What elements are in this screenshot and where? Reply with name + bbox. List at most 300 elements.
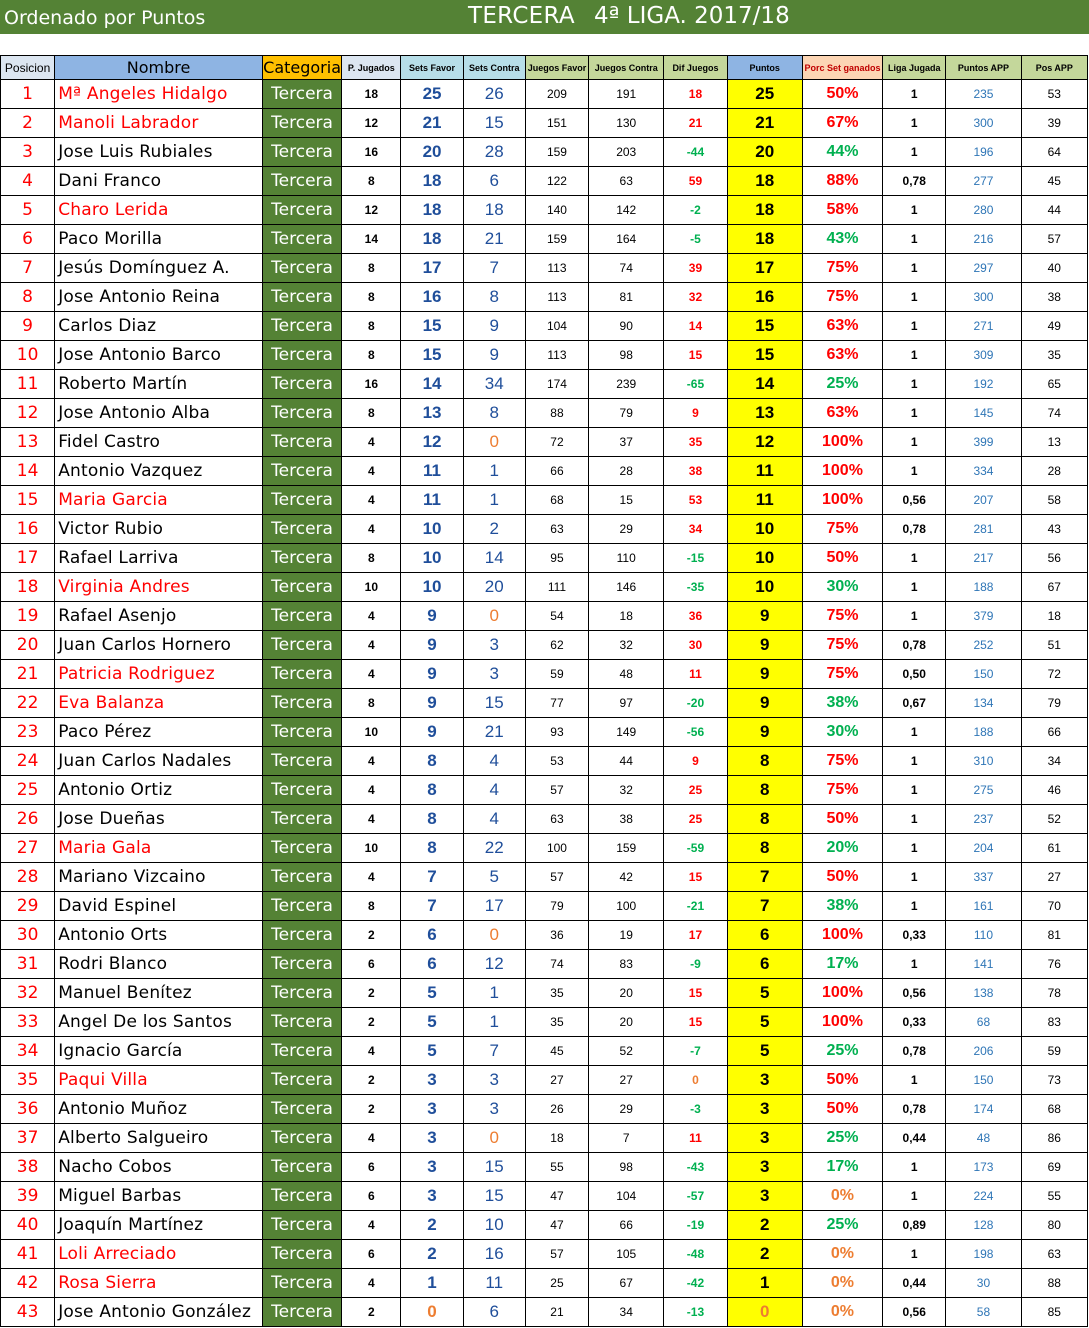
- set-percent-cell[interactable]: 67%: [802, 109, 882, 138]
- position-cell[interactable]: 41: [1, 1240, 55, 1269]
- games-contra-cell[interactable]: 159: [589, 834, 664, 863]
- games-favor-cell[interactable]: 27: [525, 1066, 588, 1095]
- app-points-cell[interactable]: 334: [946, 457, 1021, 486]
- position-cell[interactable]: 2: [1, 109, 55, 138]
- app-points-cell[interactable]: 134: [946, 689, 1021, 718]
- games-diff-cell[interactable]: -56: [664, 718, 727, 747]
- games-favor-cell[interactable]: 159: [525, 138, 588, 167]
- app-points-cell[interactable]: 297: [946, 254, 1021, 283]
- points-cell[interactable]: 6: [727, 921, 802, 950]
- games-contra-cell[interactable]: 20: [589, 1008, 664, 1037]
- games-favor-cell[interactable]: 66: [525, 457, 588, 486]
- category-cell[interactable]: Tercera: [262, 399, 341, 428]
- points-cell[interactable]: 3: [727, 1095, 802, 1124]
- games-favor-cell[interactable]: 18: [525, 1124, 588, 1153]
- table-row[interactable]: [1, 1240, 1088, 1269]
- table-row[interactable]: [1, 979, 1088, 1008]
- points-cell[interactable]: 3: [727, 1153, 802, 1182]
- points-cell[interactable]: 6: [727, 950, 802, 979]
- played-cell[interactable]: 4: [342, 1211, 401, 1240]
- games-favor-cell[interactable]: 57: [525, 776, 588, 805]
- category-cell[interactable]: Tercera: [262, 1153, 341, 1182]
- played-cell[interactable]: 4: [342, 1124, 401, 1153]
- app-position-cell[interactable]: 53: [1021, 80, 1087, 109]
- games-diff-cell[interactable]: -3: [664, 1095, 727, 1124]
- name-cell[interactable]: Jose Antonio Reina: [55, 283, 263, 312]
- table-row[interactable]: [1, 457, 1088, 486]
- games-diff-cell[interactable]: 15: [664, 1008, 727, 1037]
- points-cell[interactable]: 8: [727, 776, 802, 805]
- played-cell[interactable]: 4: [342, 660, 401, 689]
- games-diff-cell[interactable]: 9: [664, 747, 727, 776]
- table-row[interactable]: [1, 747, 1088, 776]
- games-diff-cell[interactable]: 30: [664, 631, 727, 660]
- played-cell[interactable]: 6: [342, 1240, 401, 1269]
- played-cell[interactable]: 8: [342, 544, 401, 573]
- games-diff-cell[interactable]: 36: [664, 602, 727, 631]
- points-cell[interactable]: 15: [727, 341, 802, 370]
- position-cell[interactable]: 17: [1, 544, 55, 573]
- app-points-cell[interactable]: 310: [946, 747, 1021, 776]
- name-cell[interactable]: Manuel Benítez: [55, 979, 263, 1008]
- col-header-pos-app[interactable]: Pos APP: [1021, 56, 1087, 80]
- set-percent-cell[interactable]: 50%: [802, 805, 882, 834]
- set-percent-cell[interactable]: 88%: [802, 167, 882, 196]
- table-row[interactable]: [1, 863, 1088, 892]
- app-position-cell[interactable]: 85: [1021, 1298, 1087, 1327]
- points-cell[interactable]: 25: [727, 80, 802, 109]
- games-contra-cell[interactable]: 29: [589, 1095, 664, 1124]
- app-position-cell[interactable]: 76: [1021, 950, 1087, 979]
- sets-favor-cell[interactable]: 7: [401, 892, 463, 921]
- games-favor-cell[interactable]: 35: [525, 1008, 588, 1037]
- games-diff-cell[interactable]: -35: [664, 573, 727, 602]
- played-cell[interactable]: 8: [342, 167, 401, 196]
- app-position-cell[interactable]: 86: [1021, 1124, 1087, 1153]
- games-contra-cell[interactable]: 44: [589, 747, 664, 776]
- app-points-cell[interactable]: 275: [946, 776, 1021, 805]
- games-favor-cell[interactable]: 72: [525, 428, 588, 457]
- games-diff-cell[interactable]: -15: [664, 544, 727, 573]
- set-percent-cell[interactable]: 17%: [802, 1153, 882, 1182]
- games-contra-cell[interactable]: 32: [589, 631, 664, 660]
- name-cell[interactable]: Antonio Vazquez: [55, 457, 263, 486]
- position-cell[interactable]: 15: [1, 486, 55, 515]
- sets-favor-cell[interactable]: 10: [401, 573, 463, 602]
- category-cell[interactable]: Tercera: [262, 834, 341, 863]
- games-contra-cell[interactable]: 42: [589, 863, 664, 892]
- games-diff-cell[interactable]: 15: [664, 979, 727, 1008]
- position-cell[interactable]: 31: [1, 950, 55, 979]
- position-cell[interactable]: 18: [1, 573, 55, 602]
- name-cell[interactable]: Carlos Diaz: [55, 312, 263, 341]
- sets-contra-cell[interactable]: 10: [463, 1211, 525, 1240]
- app-points-cell[interactable]: 206: [946, 1037, 1021, 1066]
- app-position-cell[interactable]: 79: [1021, 689, 1087, 718]
- app-points-cell[interactable]: 150: [946, 660, 1021, 689]
- sets-contra-cell[interactable]: 1: [463, 1008, 525, 1037]
- league-played-cell[interactable]: 0,78: [883, 1095, 946, 1124]
- played-cell[interactable]: 4: [342, 1269, 401, 1298]
- league-played-cell[interactable]: 0,56: [883, 979, 946, 1008]
- games-contra-cell[interactable]: 66: [589, 1211, 664, 1240]
- sets-favor-cell[interactable]: 21: [401, 109, 463, 138]
- sets-contra-cell[interactable]: 15: [463, 689, 525, 718]
- app-points-cell[interactable]: 271: [946, 312, 1021, 341]
- sets-favor-cell[interactable]: 5: [401, 1037, 463, 1066]
- played-cell[interactable]: 2: [342, 1095, 401, 1124]
- set-percent-cell[interactable]: 38%: [802, 689, 882, 718]
- league-played-cell[interactable]: 1: [883, 370, 946, 399]
- league-played-cell[interactable]: 0,44: [883, 1124, 946, 1153]
- position-cell[interactable]: 38: [1, 1153, 55, 1182]
- set-percent-cell[interactable]: 63%: [802, 312, 882, 341]
- col-header-nombre[interactable]: Nombre: [55, 56, 263, 80]
- sets-favor-cell[interactable]: 3: [401, 1153, 463, 1182]
- sets-contra-cell[interactable]: 7: [463, 254, 525, 283]
- app-position-cell[interactable]: 39: [1021, 109, 1087, 138]
- category-cell[interactable]: Tercera: [262, 428, 341, 457]
- app-points-cell[interactable]: 68: [946, 1008, 1021, 1037]
- sets-contra-cell[interactable]: 9: [463, 341, 525, 370]
- app-points-cell[interactable]: 128: [946, 1211, 1021, 1240]
- sets-favor-cell[interactable]: 2: [401, 1240, 463, 1269]
- games-favor-cell[interactable]: 122: [525, 167, 588, 196]
- position-cell[interactable]: 8: [1, 283, 55, 312]
- app-position-cell[interactable]: 49: [1021, 312, 1087, 341]
- league-played-cell[interactable]: 1: [883, 747, 946, 776]
- league-played-cell[interactable]: 0,56: [883, 1298, 946, 1327]
- games-favor-cell[interactable]: 151: [525, 109, 588, 138]
- app-position-cell[interactable]: 88: [1021, 1269, 1087, 1298]
- games-favor-cell[interactable]: 54: [525, 602, 588, 631]
- set-percent-cell[interactable]: 38%: [802, 892, 882, 921]
- sets-contra-cell[interactable]: 9: [463, 312, 525, 341]
- app-points-cell[interactable]: 141: [946, 950, 1021, 979]
- app-position-cell[interactable]: 67: [1021, 573, 1087, 602]
- league-played-cell[interactable]: 1: [883, 718, 946, 747]
- set-percent-cell[interactable]: 100%: [802, 428, 882, 457]
- category-cell[interactable]: Tercera: [262, 892, 341, 921]
- name-cell[interactable]: Juan Carlos Hornero: [55, 631, 263, 660]
- position-cell[interactable]: 4: [1, 167, 55, 196]
- league-played-cell[interactable]: 1: [883, 602, 946, 631]
- table-row[interactable]: [1, 718, 1088, 747]
- app-points-cell[interactable]: 196: [946, 138, 1021, 167]
- played-cell[interactable]: 10: [342, 834, 401, 863]
- games-diff-cell[interactable]: 34: [664, 515, 727, 544]
- app-points-cell[interactable]: 173: [946, 1153, 1021, 1182]
- league-played-cell[interactable]: 1: [883, 399, 946, 428]
- position-cell[interactable]: 26: [1, 805, 55, 834]
- position-cell[interactable]: 22: [1, 689, 55, 718]
- position-cell[interactable]: 29: [1, 892, 55, 921]
- points-cell[interactable]: 8: [727, 805, 802, 834]
- app-points-cell[interactable]: 198: [946, 1240, 1021, 1269]
- games-favor-cell[interactable]: 21: [525, 1298, 588, 1327]
- app-position-cell[interactable]: 58: [1021, 486, 1087, 515]
- app-points-cell[interactable]: 150: [946, 1066, 1021, 1095]
- sets-contra-cell[interactable]: 17: [463, 892, 525, 921]
- games-diff-cell[interactable]: 21: [664, 109, 727, 138]
- position-cell[interactable]: 23: [1, 718, 55, 747]
- app-position-cell[interactable]: 56: [1021, 544, 1087, 573]
- app-points-cell[interactable]: 237: [946, 805, 1021, 834]
- games-contra-cell[interactable]: 63: [589, 167, 664, 196]
- name-cell[interactable]: Miguel Barbas: [55, 1182, 263, 1211]
- position-cell[interactable]: 10: [1, 341, 55, 370]
- games-diff-cell[interactable]: 15: [664, 341, 727, 370]
- games-contra-cell[interactable]: 38: [589, 805, 664, 834]
- category-cell[interactable]: Tercera: [262, 1182, 341, 1211]
- points-cell[interactable]: 8: [727, 834, 802, 863]
- games-favor-cell[interactable]: 57: [525, 863, 588, 892]
- sets-contra-cell[interactable]: 26: [463, 80, 525, 109]
- points-cell[interactable]: 11: [727, 486, 802, 515]
- league-played-cell[interactable]: 1: [883, 196, 946, 225]
- sets-contra-cell[interactable]: 22: [463, 834, 525, 863]
- name-cell[interactable]: Eva Balanza: [55, 689, 263, 718]
- points-cell[interactable]: 3: [727, 1182, 802, 1211]
- sets-contra-cell[interactable]: 6: [463, 167, 525, 196]
- name-cell[interactable]: Alberto Salgueiro: [55, 1124, 263, 1153]
- position-cell[interactable]: 35: [1, 1066, 55, 1095]
- set-percent-cell[interactable]: 0%: [802, 1298, 882, 1327]
- set-percent-cell[interactable]: 25%: [802, 1037, 882, 1066]
- games-diff-cell[interactable]: -65: [664, 370, 727, 399]
- games-diff-cell[interactable]: -7: [664, 1037, 727, 1066]
- sets-favor-cell[interactable]: 18: [401, 225, 463, 254]
- points-cell[interactable]: 10: [727, 515, 802, 544]
- games-diff-cell[interactable]: 9: [664, 399, 727, 428]
- category-cell[interactable]: Tercera: [262, 167, 341, 196]
- games-favor-cell[interactable]: 47: [525, 1211, 588, 1240]
- position-cell[interactable]: 34: [1, 1037, 55, 1066]
- played-cell[interactable]: 2: [342, 1298, 401, 1327]
- games-contra-cell[interactable]: 98: [589, 341, 664, 370]
- app-position-cell[interactable]: 61: [1021, 834, 1087, 863]
- sets-contra-cell[interactable]: 18: [463, 196, 525, 225]
- app-points-cell[interactable]: 235: [946, 80, 1021, 109]
- games-contra-cell[interactable]: 191: [589, 80, 664, 109]
- name-cell[interactable]: Juan Carlos Nadales: [55, 747, 263, 776]
- category-cell[interactable]: Tercera: [262, 1037, 341, 1066]
- set-percent-cell[interactable]: 75%: [802, 776, 882, 805]
- league-played-cell[interactable]: 1: [883, 1182, 946, 1211]
- games-contra-cell[interactable]: 90: [589, 312, 664, 341]
- app-position-cell[interactable]: 27: [1021, 863, 1087, 892]
- set-percent-cell[interactable]: 20%: [802, 834, 882, 863]
- name-cell[interactable]: Jose Dueñas: [55, 805, 263, 834]
- games-diff-cell[interactable]: 17: [664, 921, 727, 950]
- set-percent-cell[interactable]: 100%: [802, 486, 882, 515]
- games-diff-cell[interactable]: -20: [664, 689, 727, 718]
- app-position-cell[interactable]: 68: [1021, 1095, 1087, 1124]
- league-played-cell[interactable]: 1: [883, 428, 946, 457]
- app-position-cell[interactable]: 13: [1021, 428, 1087, 457]
- league-played-cell[interactable]: 0,44: [883, 1269, 946, 1298]
- set-percent-cell[interactable]: 43%: [802, 225, 882, 254]
- played-cell[interactable]: 6: [342, 1153, 401, 1182]
- league-played-cell[interactable]: 1: [883, 109, 946, 138]
- name-cell[interactable]: Jose Antonio Alba: [55, 399, 263, 428]
- games-contra-cell[interactable]: 105: [589, 1240, 664, 1269]
- position-cell[interactable]: 32: [1, 979, 55, 1008]
- set-percent-cell[interactable]: 25%: [802, 1211, 882, 1240]
- app-position-cell[interactable]: 70: [1021, 892, 1087, 921]
- league-played-cell[interactable]: 1: [883, 573, 946, 602]
- games-contra-cell[interactable]: 18: [589, 602, 664, 631]
- table-row[interactable]: [1, 138, 1088, 167]
- category-cell[interactable]: Tercera: [262, 341, 341, 370]
- col-header-juegos-favor[interactable]: Juegos Favor: [525, 56, 588, 80]
- games-diff-cell[interactable]: 39: [664, 254, 727, 283]
- games-favor-cell[interactable]: 111: [525, 573, 588, 602]
- sets-contra-cell[interactable]: 15: [463, 1153, 525, 1182]
- category-cell[interactable]: Tercera: [262, 863, 341, 892]
- games-contra-cell[interactable]: 239: [589, 370, 664, 399]
- played-cell[interactable]: 2: [342, 1008, 401, 1037]
- games-favor-cell[interactable]: 59: [525, 660, 588, 689]
- col-header-posicion[interactable]: Posicion: [1, 56, 55, 80]
- app-position-cell[interactable]: 35: [1021, 341, 1087, 370]
- app-position-cell[interactable]: 52: [1021, 805, 1087, 834]
- app-position-cell[interactable]: 64: [1021, 138, 1087, 167]
- played-cell[interactable]: 4: [342, 428, 401, 457]
- app-points-cell[interactable]: 188: [946, 718, 1021, 747]
- sets-contra-cell[interactable]: 3: [463, 660, 525, 689]
- category-cell[interactable]: Tercera: [262, 979, 341, 1008]
- sets-favor-cell[interactable]: 12: [401, 428, 463, 457]
- position-cell[interactable]: 9: [1, 312, 55, 341]
- sets-contra-cell[interactable]: 7: [463, 1037, 525, 1066]
- games-favor-cell[interactable]: 159: [525, 225, 588, 254]
- sets-favor-cell[interactable]: 0: [401, 1298, 463, 1327]
- games-diff-cell[interactable]: 32: [664, 283, 727, 312]
- points-cell[interactable]: 20: [727, 138, 802, 167]
- col-header-liga-jugada[interactable]: Liga Jugada: [883, 56, 946, 80]
- name-cell[interactable]: Maria Gala: [55, 834, 263, 863]
- points-cell[interactable]: 9: [727, 689, 802, 718]
- sets-contra-cell[interactable]: 14: [463, 544, 525, 573]
- games-favor-cell[interactable]: 104: [525, 312, 588, 341]
- set-percent-cell[interactable]: 75%: [802, 254, 882, 283]
- table-row[interactable]: [1, 1008, 1088, 1037]
- category-cell[interactable]: Tercera: [262, 486, 341, 515]
- position-cell[interactable]: 40: [1, 1211, 55, 1240]
- games-contra-cell[interactable]: 79: [589, 399, 664, 428]
- points-cell[interactable]: 14: [727, 370, 802, 399]
- app-points-cell[interactable]: 280: [946, 196, 1021, 225]
- games-contra-cell[interactable]: 81: [589, 283, 664, 312]
- games-diff-cell[interactable]: 25: [664, 805, 727, 834]
- set-percent-cell[interactable]: 50%: [802, 80, 882, 109]
- games-diff-cell[interactable]: -42: [664, 1269, 727, 1298]
- played-cell[interactable]: 2: [342, 979, 401, 1008]
- position-cell[interactable]: 6: [1, 225, 55, 254]
- app-position-cell[interactable]: 40: [1021, 254, 1087, 283]
- league-played-cell[interactable]: 0,67: [883, 689, 946, 718]
- table-row[interactable]: [1, 167, 1088, 196]
- table-row[interactable]: [1, 1182, 1088, 1211]
- sets-favor-cell[interactable]: 17: [401, 254, 463, 283]
- position-cell[interactable]: 42: [1, 1269, 55, 1298]
- app-points-cell[interactable]: 207: [946, 486, 1021, 515]
- games-contra-cell[interactable]: 32: [589, 776, 664, 805]
- league-played-cell[interactable]: 1: [883, 312, 946, 341]
- points-cell[interactable]: 10: [727, 573, 802, 602]
- games-favor-cell[interactable]: 63: [525, 515, 588, 544]
- sets-favor-cell[interactable]: 3: [401, 1066, 463, 1095]
- set-percent-cell[interactable]: 75%: [802, 631, 882, 660]
- played-cell[interactable]: 8: [342, 283, 401, 312]
- category-cell[interactable]: Tercera: [262, 1240, 341, 1269]
- games-favor-cell[interactable]: 113: [525, 254, 588, 283]
- games-contra-cell[interactable]: 34: [589, 1298, 664, 1327]
- games-favor-cell[interactable]: 88: [525, 399, 588, 428]
- sets-favor-cell[interactable]: 3: [401, 1182, 463, 1211]
- app-points-cell[interactable]: 188: [946, 573, 1021, 602]
- table-row[interactable]: [1, 573, 1088, 602]
- table-row[interactable]: [1, 1066, 1088, 1095]
- sets-contra-cell[interactable]: 21: [463, 225, 525, 254]
- league-played-cell[interactable]: 0,78: [883, 515, 946, 544]
- position-cell[interactable]: 36: [1, 1095, 55, 1124]
- sets-contra-cell[interactable]: 34: [463, 370, 525, 399]
- app-points-cell[interactable]: 204: [946, 834, 1021, 863]
- played-cell[interactable]: 4: [342, 602, 401, 631]
- app-points-cell[interactable]: 277: [946, 167, 1021, 196]
- category-cell[interactable]: Tercera: [262, 776, 341, 805]
- sets-contra-cell[interactable]: 8: [463, 283, 525, 312]
- table-row[interactable]: [1, 602, 1088, 631]
- league-played-cell[interactable]: 0,89: [883, 1211, 946, 1240]
- app-points-cell[interactable]: 252: [946, 631, 1021, 660]
- set-percent-cell[interactable]: 50%: [802, 1066, 882, 1095]
- sets-contra-cell[interactable]: 16: [463, 1240, 525, 1269]
- set-percent-cell[interactable]: 44%: [802, 138, 882, 167]
- league-played-cell[interactable]: 0,33: [883, 1008, 946, 1037]
- col-header-sets-contra[interactable]: Sets Contra: [463, 56, 525, 80]
- table-row[interactable]: [1, 1095, 1088, 1124]
- table-row[interactable]: [1, 80, 1088, 109]
- played-cell[interactable]: 4: [342, 747, 401, 776]
- app-points-cell[interactable]: 309: [946, 341, 1021, 370]
- category-cell[interactable]: Tercera: [262, 1269, 341, 1298]
- played-cell[interactable]: 16: [342, 138, 401, 167]
- category-cell[interactable]: Tercera: [262, 950, 341, 979]
- table-row[interactable]: [1, 283, 1088, 312]
- games-contra-cell[interactable]: 142: [589, 196, 664, 225]
- games-favor-cell[interactable]: 62: [525, 631, 588, 660]
- points-cell[interactable]: 0: [727, 1298, 802, 1327]
- played-cell[interactable]: 4: [342, 457, 401, 486]
- name-cell[interactable]: Mariano Vizcaino: [55, 863, 263, 892]
- app-points-cell[interactable]: 379: [946, 602, 1021, 631]
- points-cell[interactable]: 15: [727, 312, 802, 341]
- category-cell[interactable]: Tercera: [262, 370, 341, 399]
- app-points-cell[interactable]: 300: [946, 283, 1021, 312]
- name-cell[interactable]: Mª Angeles Hidalgo: [55, 80, 263, 109]
- points-cell[interactable]: 3: [727, 1066, 802, 1095]
- category-cell[interactable]: Tercera: [262, 312, 341, 341]
- name-cell[interactable]: Roberto Martín: [55, 370, 263, 399]
- col-header-porc-set[interactable]: Porc Set ganados: [802, 56, 882, 80]
- games-favor-cell[interactable]: 53: [525, 747, 588, 776]
- league-played-cell[interactable]: 1: [883, 138, 946, 167]
- set-percent-cell[interactable]: 25%: [802, 370, 882, 399]
- set-percent-cell[interactable]: 63%: [802, 341, 882, 370]
